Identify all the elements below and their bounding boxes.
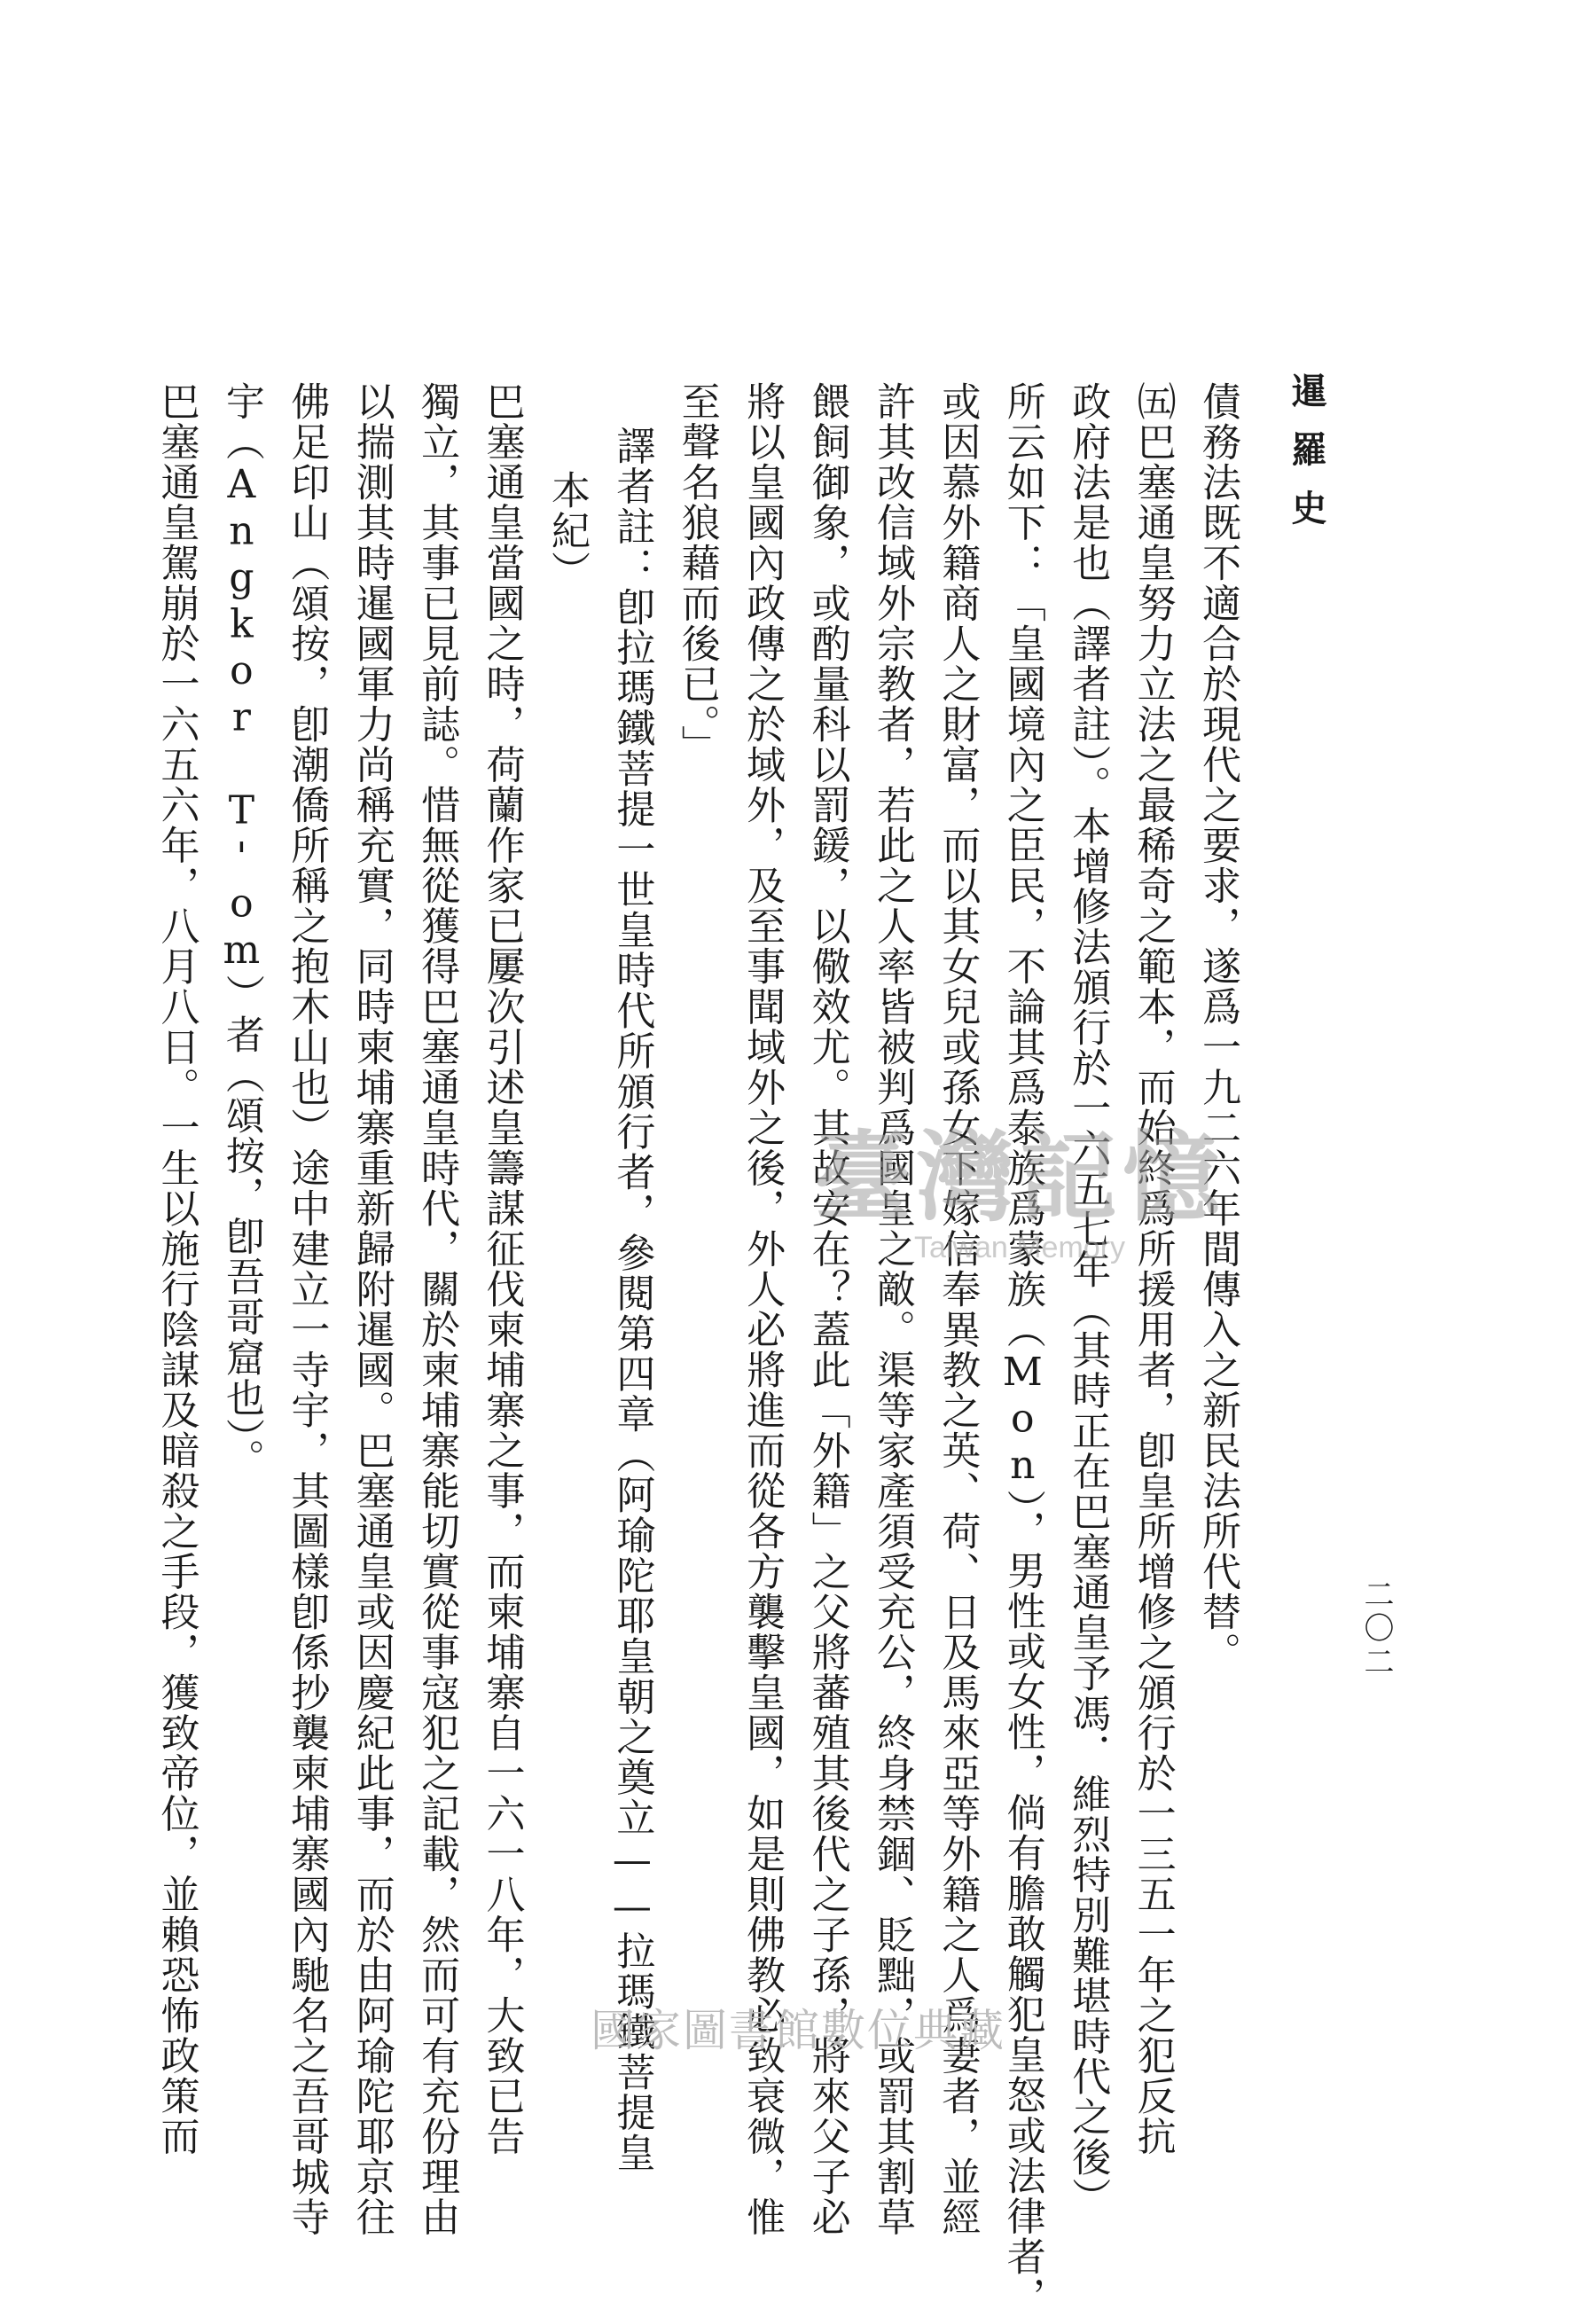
text-column: 巴塞通皇駕崩於一六五六年，八月八日。一生以施行陰謀及暗殺之手段，獲致帝位，並賴恐怖政策而: [153, 381, 200, 2157]
text-column: 債務法既不適合於現代之要求，遂爲一九二六年間傳入之新民法所代替。: [1195, 381, 1240, 1672]
text-column: 以揣測其時暹國軍力尚稱充實，同時柬埔寨重新歸附暹國。巴塞通皇或因慶紀此事，而於由阿瑜陀耶京往: [348, 381, 395, 2237]
text-column: 將以皇國內政傳之於域外，及至事聞域外之後，外人必將進而從各方襲擊皇國，如是則佛教必致衰微，惟: [739, 381, 786, 2237]
book-title: 暹羅史: [1286, 372, 1327, 548]
text-column: 獨立，其事已見前誌。惜無從獲得巴塞通皇時代，關於柬埔寨能切實從事寇犯之記載，然而可有充份理由: [414, 381, 460, 2237]
text-column: 許其改信域外宗教者，若此之人率皆被判爲國皇之敵。渠等家產須受充公，終身禁錮、貶黜，或罰其割草: [869, 381, 915, 2237]
text-column: 政府法是也（譯者註）。本增修法頒行於一六五七年（其時正在巴塞通皇予馮．維烈特別難堪時代之後）: [1065, 381, 1111, 2218]
translator-note-continued: 本紀）: [544, 470, 590, 591]
footer-caption: 國家圖書館數位典藏: [591, 2005, 1005, 2056]
watermark-text-cn: 臺灣記憶: [814, 1120, 1225, 1234]
text-column: ㈤巴塞通皇努力立法之最稀奇之範本，而始終爲所援用者，卽皇所增修之頒行於一三五一年之犯反抗: [1130, 381, 1176, 2157]
page-number: 二〇二: [1358, 1578, 1394, 1679]
text-column: 巴塞通皇當國之時，荷蘭作家已屢次引述皇籌謀征伐柬埔寨之事，而柬埔寨自一六一八年，大致已告: [479, 381, 525, 2157]
text-column: 佛足印山（頌按，卽潮僑所稱之抱木山也）途中建立一寺宇，其圖樣卽係抄襲柬埔寨國內馳名之吾哥城寺: [284, 381, 330, 2237]
text-column: 餵飼御象，或酌量科以罰鍰，以儆效尤。其故安在？蓋此「外籍」之父將蕃殖其後代之子孫，將來父子必: [804, 381, 850, 2237]
text-column: 至聲名狼藉而後已。」: [674, 381, 720, 765]
text-column: 宇（Angkor T'om）者（頌按，卽吾哥窟也）。: [218, 381, 264, 1479]
watermark-text-en: Taiwan Memory: [913, 1231, 1126, 1264]
text-column: 或因慕外籍商人之財富，而以其女兒或孫女下嫁信奉異教之英、荷、日及馬來亞等外籍之人爲妻者，並經: [935, 381, 981, 2237]
translator-note: 譯者註：卽拉瑪鐵菩提一世皇時代所頒行者，參閱第四章（阿瑜陀耶皇朝之奠立——拉瑪鐵菩提皇: [609, 426, 655, 2173]
text-column: 所云如下：「皇國境內之臣民，不論其爲泰族爲蒙族（Mon），男性或女性，倘有膽敢觸犯皇怒或法律者，: [999, 381, 1045, 2317]
